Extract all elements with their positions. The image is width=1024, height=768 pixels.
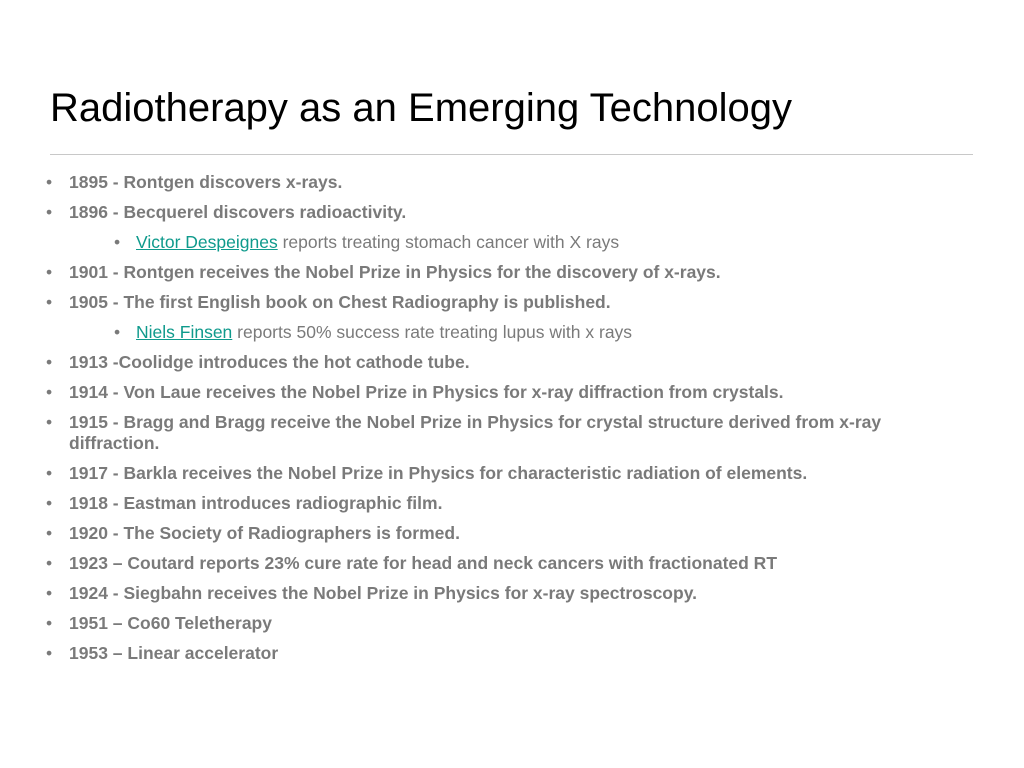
list-item [44,382,974,403]
bullet-icon: • [46,202,53,222]
bullet-icon: • [46,583,53,603]
list-item [44,262,974,283]
list-item [44,292,974,313]
sub-list-item [44,322,974,343]
list-item [44,412,974,454]
item-text: 1920 - The Society of Radiographers is formed. [69,523,460,543]
bullet-icon: • [46,523,53,543]
slide-title: Radiotherapy as an Emerging Technology [50,86,792,130]
bullet-icon: • [46,643,53,663]
list-item [44,352,974,373]
item-text: 1924 - Siegbahn receives the Nobel Prize in Physics for x-ray spectroscopy. [69,583,697,603]
bullet-icon: • [46,292,53,312]
list-item [44,523,974,544]
sub-list-item [44,232,974,253]
list-item [44,202,974,223]
item-text: 1951 – Co60 Teletherapy [69,613,272,633]
title-divider [50,154,973,155]
list-item [44,553,974,574]
list-item [44,172,974,193]
bullet-icon: • [114,322,121,342]
item-text: reports treating stomach cancer with X rays [277,232,620,252]
item-text: 1905 - The first English book on Chest Radiography is published. [69,292,611,312]
bullet-icon: • [46,493,53,513]
item-text: 1913 -Coolidge introduces the hot cathode tube. [69,352,470,372]
bullet-icon: • [46,262,53,282]
bullet-icon: • [114,232,121,252]
list-item [44,643,974,664]
niels-finsen-link[interactable]: Niels Finsen [136,322,233,342]
item-text: 1901 - Rontgen receives the Nobel Prize in Physics for the discovery of x-rays. [69,262,721,282]
item-text: 1914 - Von Laue receives the Nobel Prize in Physics for x-ray diffraction from crystals. [69,382,784,402]
bullet-icon: • [46,463,53,483]
timeline-list [44,172,974,673]
victor-despeignes-link[interactable]: Victor Despeignes [136,232,278,252]
item-text: 1953 – Linear accelerator [69,643,279,663]
bullet-icon: • [46,412,53,432]
item-text: 1918 - Eastman introduces radiographic film. [69,493,443,513]
list-item [44,493,974,514]
item-text: 1917 - Barkla receives the Nobel Prize in Physics for characteristic radiation of elements. [69,463,808,483]
item-text: 1923 – Coutard reports 23% cure rate for head and neck cancers with fractionated RT [69,553,778,573]
bullet-icon: • [46,352,53,372]
list-item [44,463,974,484]
item-text: reports 50% success rate treating lupus with x rays [232,322,633,342]
item-text: 1895 - Rontgen discovers x-rays. [69,172,343,192]
list-item [44,583,974,604]
item-text: 1915 - Bragg and Bragg receive the Nobel Prize in Physics for crystal structure derived from x-ray diffraction. [69,412,882,453]
bullet-icon: • [46,382,53,402]
bullet-icon: • [46,172,53,192]
bullet-icon: • [46,553,53,573]
bullet-icon: • [46,613,53,633]
item-text: 1896 - Becquerel discovers radioactivity. [69,202,407,222]
list-item [44,613,974,634]
